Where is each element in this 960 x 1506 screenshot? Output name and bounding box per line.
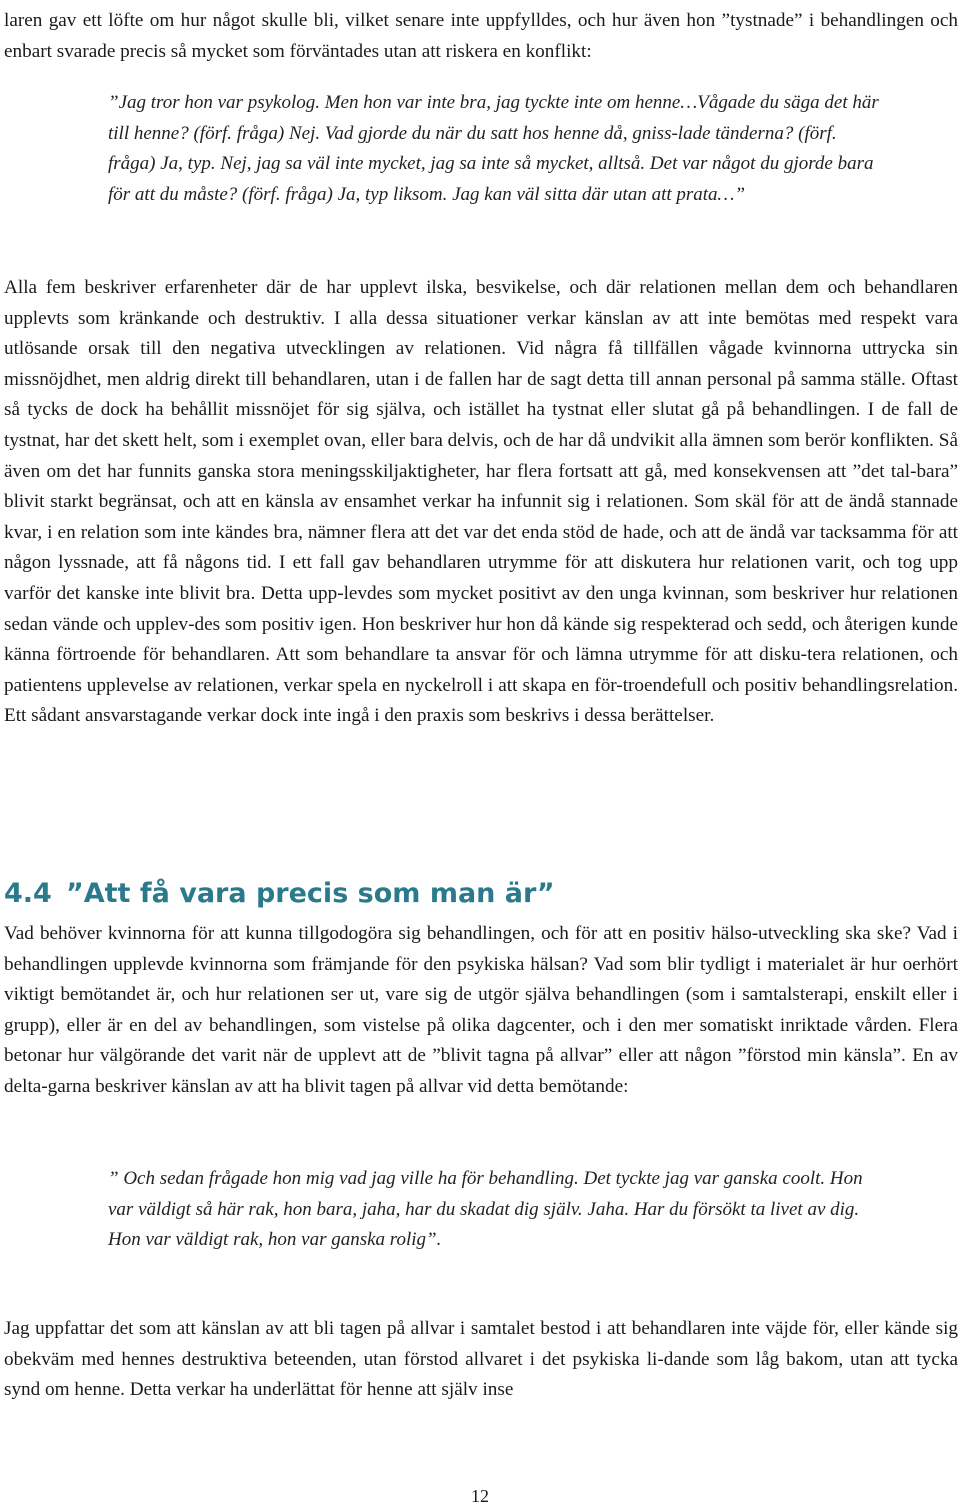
paragraph-intro: laren gav ett löfte om hur något skulle bli, vilket senare inte uppfylldes, och hur även hon ”tystnade” i behandlingen och enbart svarade precis så mycket som förväntades utan att riskera en konflikt: xyxy=(4,10,958,62)
paragraph-needs: Vad behöver kvinnorna för att kunna tillgodogöra sig behandlingen, och för att en positiv hälso-utveckling ska ske? Vad i behandlingen upplevde kvinnorna som främjande för den psykiska hälsan? Vad som blir tydligt i materialet är hur oerhört viktigt bemötandet är, och hur relationen ser ut, vare sig de utgör själva behandlingen (som i samtalsterapi, enskilt eller i grupp), eller är en del av behandlingen, som vistelse på olika dagcenter, och i den mer somatiskt inriktade vården. Flera betonar hur välgörande det varit när de upplevt att de ”blivit tagna på allvar” eller att någon ”förstod min känsla”. En av delta-garna beskriver känslan av att ha blivit tagen på allvar vid detta bemötande: xyxy=(4,923,958,1097)
section-number: 4.4 xyxy=(4,878,52,909)
section-title: ”Att få vara precis som man är” xyxy=(66,878,555,909)
quote-psychologist: ”Jag tror hon var psykolog. Men hon var inte bra, jag tyckte inte om henne…Vågade du säga det här till henne? (förf. fråga) Nej. Vad gjorde du när du satt hos henne då, gniss-lade tänderna? (förf. fråga) Ja, typ. Nej, jag sa väl inte mycket, jag sa inte så mycket, alltså. Det var något du gjorde bara för att du måste? (förf. fråga) Ja, typ liksom. Jag kan väl sitta där utan att prata…” xyxy=(108,92,879,205)
section-heading xyxy=(4,877,555,911)
quote-treatment: ” Och sedan frågade hon mig vad jag ville ha för behandling. Det tyckte jag var ganska coolt. Hon var väldigt så här rak, hon bara, jaha, har du skadat dig själv. Jaha. Har du försökt ta livet av dig. Hon var väldigt rak, hon var ganska rolig”. xyxy=(108,1168,863,1251)
paragraph-interpretation: Jag uppfattar det som att känslan av att bli tagen på allvar i samtalet bestod i att behandlaren inte väjde för, eller kände sig obekväm med hennes destruktiva beteenden, utan förstod allvaret i det psykiska li-dande som låg bakom, utan att tycka synd om henne. Detta verkar ha underlättat för henne att själv inse xyxy=(4,1318,958,1401)
page-number: 12 xyxy=(471,1486,489,1506)
paragraph-experiences: Alla fem beskriver erfarenheter där de har upplevt ilska, besvikelse, och där relationen mellan dem och behandlaren upplevts som kränkande och destruktiv. I alla dessa situationer verkar känslan av att inte bemötas med respekt vara utlösande orsak till den negativa utvecklingen av relationen. Vid några få tillfällen vågade kvinnorna uttrycka sin missnöjdhet, men aldrig direkt till behandlaren, utan i de fallen har de sagt detta till annan personal på samma ställe. Oftast så tycks de dock ha behållit missnöjet för sig själva, och istället ha tystnat eller slutat gå på behandlingen. I de fall de tystnat, har det skett helt, som i exemplet ovan, eller bara delvis, och de har då undvikit alla ämnen som berör konflikten. Så även om det har funnits ganska stora meningsskiljaktigheter, har flera fortsatt att gå, med konsekvensen att ”det tal-bara” blivit starkt begränsat, och att en känsla av ensamhet verkar ha infunnit sig i relationen. Som skäl för att de ändå stannade kvar, i en relation som inte kändes bra, nämner flera att det var det enda stöd de hade, och att de ändå var tacksamma för att någon lyssnade, att få någons tid. I ett fall gav behandlaren utrymme för att diskutera hur relationen varit, och tog upp varför det kanske inte blivit bra. Detta upp-levdes som mycket positivt av den unga kvinnan, som beskriver hur relationen sedan vände och upplev-des som positiv igen. Hon beskriver hur hon då kände sig respekterad och sedd, och återigen kunde känna förtroende för behandlaren. Att som behandlare ta ansvar för och lämna utrymme för att disku-tera relationen, och patientens upplevelse av relationen, verkar spela en nyckelroll i att skapa en för-troendefull och positiv behandlingsrelation. Ett sådant ansvarstagande verkar dock inte ingå i den praxis som beskrivs i dessa berättelser. xyxy=(4,277,958,727)
